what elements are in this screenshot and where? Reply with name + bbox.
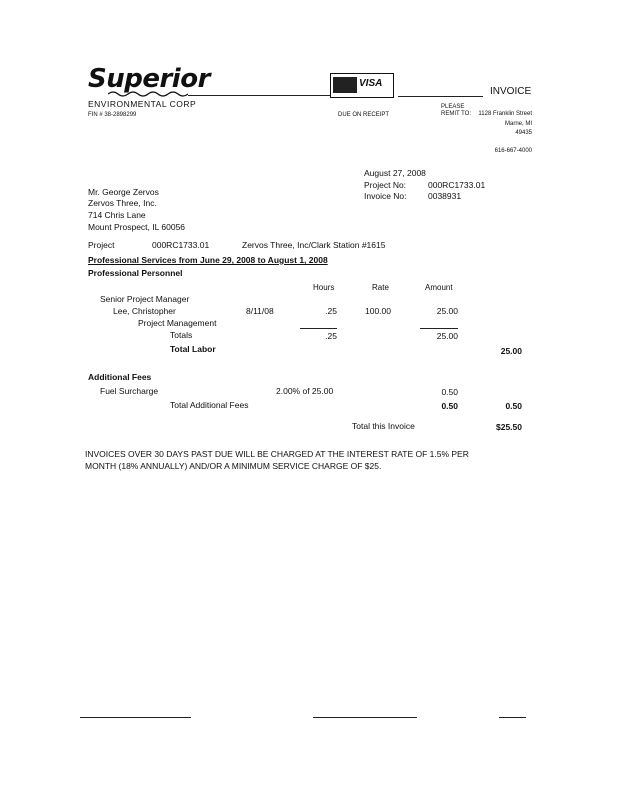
- bill-to-company: Zervos Three, Inc.: [88, 198, 157, 208]
- credit-card-logo: [330, 73, 394, 98]
- totals-hours: .25: [325, 331, 337, 341]
- fee-item-amount: 0.50: [441, 387, 458, 397]
- col-amount-header: Amount: [425, 283, 453, 292]
- personnel-task: Project Management: [138, 318, 217, 328]
- total-labor-amount: 25.00: [500, 346, 522, 356]
- visa-label: VISA: [359, 78, 383, 89]
- header-rule-left: [188, 95, 330, 96]
- bill-to-street: 714 Chris Lane: [88, 210, 146, 220]
- project-number: 000RC1733.01: [152, 240, 210, 250]
- personnel-heading: Professional Personnel: [88, 268, 183, 278]
- services-heading: Professional Services from June 29, 2008 to August 1, 2008: [88, 255, 328, 265]
- remit-label-1: PLEASE: [441, 104, 465, 110]
- phone-number: 616-667-4000: [494, 148, 532, 154]
- document-title: INVOICE: [490, 86, 532, 97]
- footer-rule-middle: [313, 717, 417, 718]
- invoice-no-value: 0038931: [428, 191, 462, 201]
- totals-amount: 25.00: [436, 331, 458, 341]
- project-label: Project: [88, 240, 115, 250]
- personnel-rate: 100.00: [365, 306, 391, 316]
- personnel-hours: .25: [325, 306, 337, 316]
- total-labor-label: Total Labor: [170, 344, 216, 354]
- hours-total-rule: [300, 328, 337, 329]
- company-name: ENVIRONMENTAL CORP: [88, 99, 197, 109]
- personnel-person: Lee, Christopher: [113, 306, 176, 316]
- fee-item-calc: 2.00% of 25.00: [276, 386, 334, 396]
- total-fees-label: Total Additional Fees: [170, 400, 249, 410]
- footer-rule-left: [80, 717, 191, 718]
- mastercard-icon: [333, 77, 357, 93]
- remit-address-1: 1128 Franklin Street: [478, 111, 532, 117]
- logo-wave-icon: [108, 90, 188, 98]
- due-terms: DUE ON RECEIPT: [338, 112, 390, 118]
- remit-label-2: REMIT TO:: [441, 111, 472, 117]
- bill-to-city: Mount Prospect, IL 60056: [88, 222, 186, 232]
- invoice-no-label: Invoice No:: [364, 191, 407, 201]
- col-rate-header: Rate: [372, 283, 389, 292]
- remit-address-3: 49435: [515, 130, 532, 136]
- header-rule-right: [398, 96, 483, 97]
- personnel-amount: 25.00: [436, 306, 458, 316]
- project-no-label: Project No:: [364, 180, 407, 190]
- total-fees-amount: 0.50: [441, 401, 458, 411]
- fee-item-label: Fuel Surcharge: [100, 386, 159, 396]
- invoice-total-label: Total this Invoice: [352, 421, 415, 431]
- col-hours-header: Hours: [313, 283, 335, 292]
- fein-number: FIN # 38-2898299: [88, 112, 137, 118]
- personnel-role: Senior Project Manager: [100, 294, 190, 304]
- total-fees-amount-right: 0.50: [505, 401, 522, 411]
- footer-rule-right: [499, 717, 526, 718]
- remit-address-2: Marne, MI: [504, 121, 532, 127]
- bill-to-name: Mr. George Zervos: [88, 187, 159, 197]
- notice-line-1: INVOICES OVER 30 DAYS PAST DUE WILL BE CHARGED AT THE INTEREST RATE OF 1.5% PER: [85, 449, 469, 459]
- amount-total-rule: [420, 328, 458, 329]
- additional-fees-heading: Additional Fees: [88, 372, 152, 382]
- project-no-value: 000RC1733.01: [428, 180, 486, 190]
- invoice-total-amount: $25.50: [496, 422, 522, 432]
- company-logo: Superior: [88, 64, 210, 94]
- notice-line-2: MONTH (18% ANNUALLY) AND/OR A MINIMUM SERVICE CHARGE OF $25.: [85, 461, 382, 471]
- project-description: Zervos Three, Inc/Clark Station #1615: [242, 240, 386, 250]
- invoice-date: August 27, 2008: [364, 168, 426, 178]
- personnel-date: 8/11/08: [246, 306, 274, 316]
- totals-label: Totals: [170, 330, 193, 340]
